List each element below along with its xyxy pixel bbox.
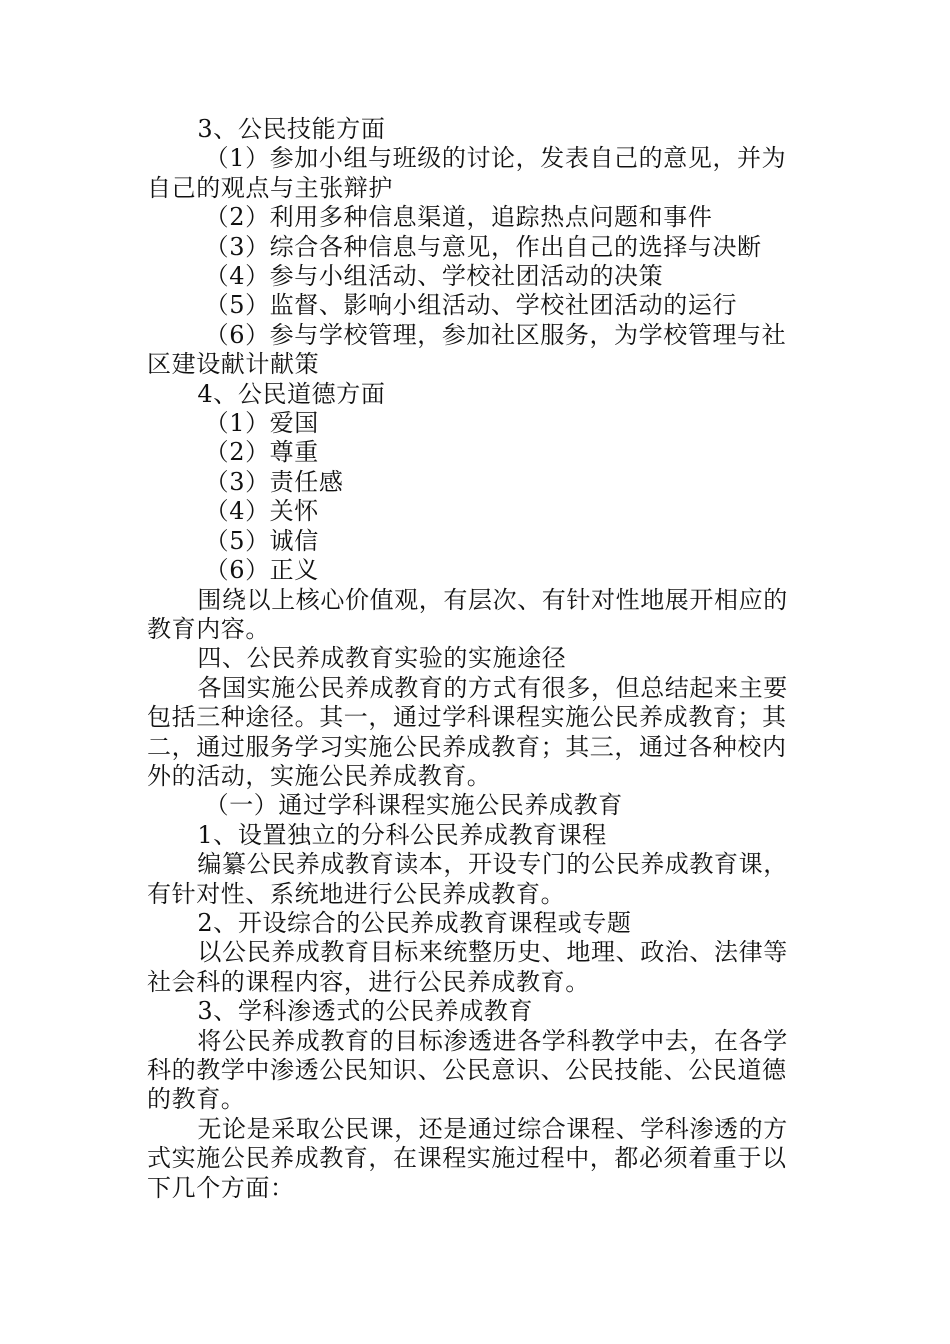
body-paragraph: 各国实施公民养成教育的方式有很多，但总结起来主要包括三种途径。其一，通过学科课程实施公民养成教育；其二，通过服务学习实施公民养成教育；其三，通过各种校内外的活动，实施公民养成教育。 — [147, 673, 788, 790]
list-item: （6）正义 — [204, 556, 319, 585]
body-paragraph: 围绕以上核心价值观，有层次、有针对性地展开相应的教育内容。 — [147, 585, 788, 643]
list-item: （3）责任感 — [204, 467, 344, 496]
section-heading: 3、公民技能方面 — [197, 115, 386, 143]
list-item: （1）参加小组与班级的讨论，发表自己的意见，并为自己的观点与主张辩护 — [147, 144, 787, 202]
body-paragraph: 以公民养成教育目标来统整历史、地理、政治、法律等社会科的课程内容，进行公民养成教育。 — [147, 938, 788, 996]
list-item: （1）爱国 — [204, 409, 319, 438]
section-heading: 四、公民养成教育实验的实施途径 — [197, 644, 567, 673]
list-item: （5）诚信 — [204, 526, 319, 555]
section-heading: 2、开设综合的公民养成教育课程或专题 — [197, 908, 632, 937]
body-paragraph: 将公民养成教育的目标渗透进各学科教学中去，在各学科的教学中渗透公民知识、公民意识、公民技能、公民道德的教育。 — [147, 1026, 788, 1114]
list-item: （5）监督、影响小组活动、学校社团活动的运行 — [204, 291, 738, 320]
list-item: （2）利用多种信息渠道，追踪热点问题和事件 — [204, 203, 713, 232]
list-item: （2）尊重 — [204, 438, 319, 467]
list-item: （3）综合各种信息与意见，作出自己的选择与决断 — [204, 232, 762, 261]
list-item: （6）参与学校管理，参加社区服务，为学校管理与社区建设献计献策 — [147, 320, 787, 379]
list-item: （4）关怀 — [204, 497, 319, 526]
body-paragraph: 编纂公民养成教育读本，开设专门的公民养成教育课，有针对性、系统地进行公民养成教育。 — [147, 850, 788, 908]
section-heading: 1、设置独立的分科公民养成教育课程 — [197, 820, 607, 849]
section-heading: 3、学科渗透式的公民养成教育 — [197, 997, 534, 1026]
document-page — [147, 115, 807, 1203]
section-heading: 4、公民道德方面 — [197, 379, 386, 408]
subsection-heading: （一）通过学科课程实施公民养成教育 — [204, 791, 623, 820]
list-item: （4）参与小组活动、学校社团活动的决策 — [204, 262, 664, 291]
body-paragraph: 无论是采取公民课，还是通过综合课程、学科渗透的方式实施公民养成教育，在课程实施过程中，都必须着重于以下几个方面： — [147, 1114, 788, 1202]
